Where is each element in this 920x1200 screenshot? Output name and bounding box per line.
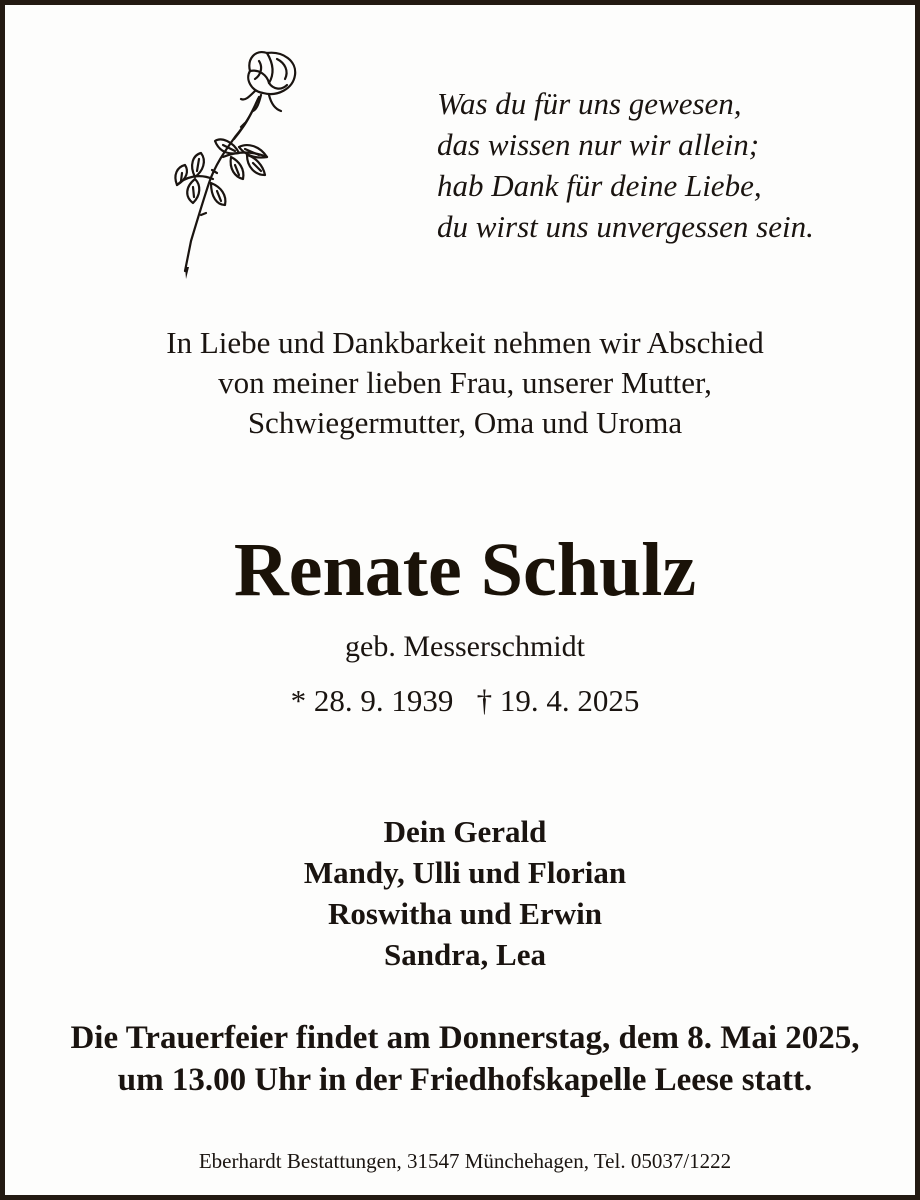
poem-line: Was du für uns gewesen, [437, 86, 742, 121]
rose-icon [155, 45, 315, 285]
poem-line: hab Dank für deine Liebe, [437, 168, 762, 203]
intro-line: In Liebe und Dankbarkeit nehmen wir Abschied [166, 325, 764, 360]
birth-name: geb. Messerschmidt [345, 630, 585, 663]
mourner-line: Mandy, Ulli und Florian [303, 855, 627, 890]
poem [437, 83, 814, 247]
funeral-line: Die Trauerfeier findet am Donnerstag, dem 8. Mai 2025, [70, 1020, 860, 1056]
life-dates: * 28. 9. 1939 † 19. 4. 2025 [290, 683, 640, 718]
mourner-line: Dein Gerald [383, 814, 547, 849]
deceased-name: Renate Schulz [233, 528, 697, 612]
intro-line: von meiner lieben Frau, unserer Mutter, [218, 365, 712, 400]
mourner-line: Sandra, Lea [384, 937, 546, 972]
poem-line: du wirst uns unvergessen sein. [437, 209, 814, 244]
mourners-list [5, 811, 920, 975]
poem-line: das wissen nur wir allein; [437, 127, 760, 162]
farewell-intro [5, 323, 920, 443]
intro-line: Schwiegermutter, Oma und Uroma [247, 405, 683, 440]
funeral-line: um 13.00 Uhr in der Friedhofskapelle Leese statt. [117, 1062, 813, 1098]
undertaker-footer: Eberhardt Bestattungen, 31547 Münchehagen, Tel. 05037/1222 [198, 1149, 732, 1173]
mourner-line: Roswitha und Erwin [328, 896, 602, 931]
funeral-notice [5, 1017, 920, 1101]
